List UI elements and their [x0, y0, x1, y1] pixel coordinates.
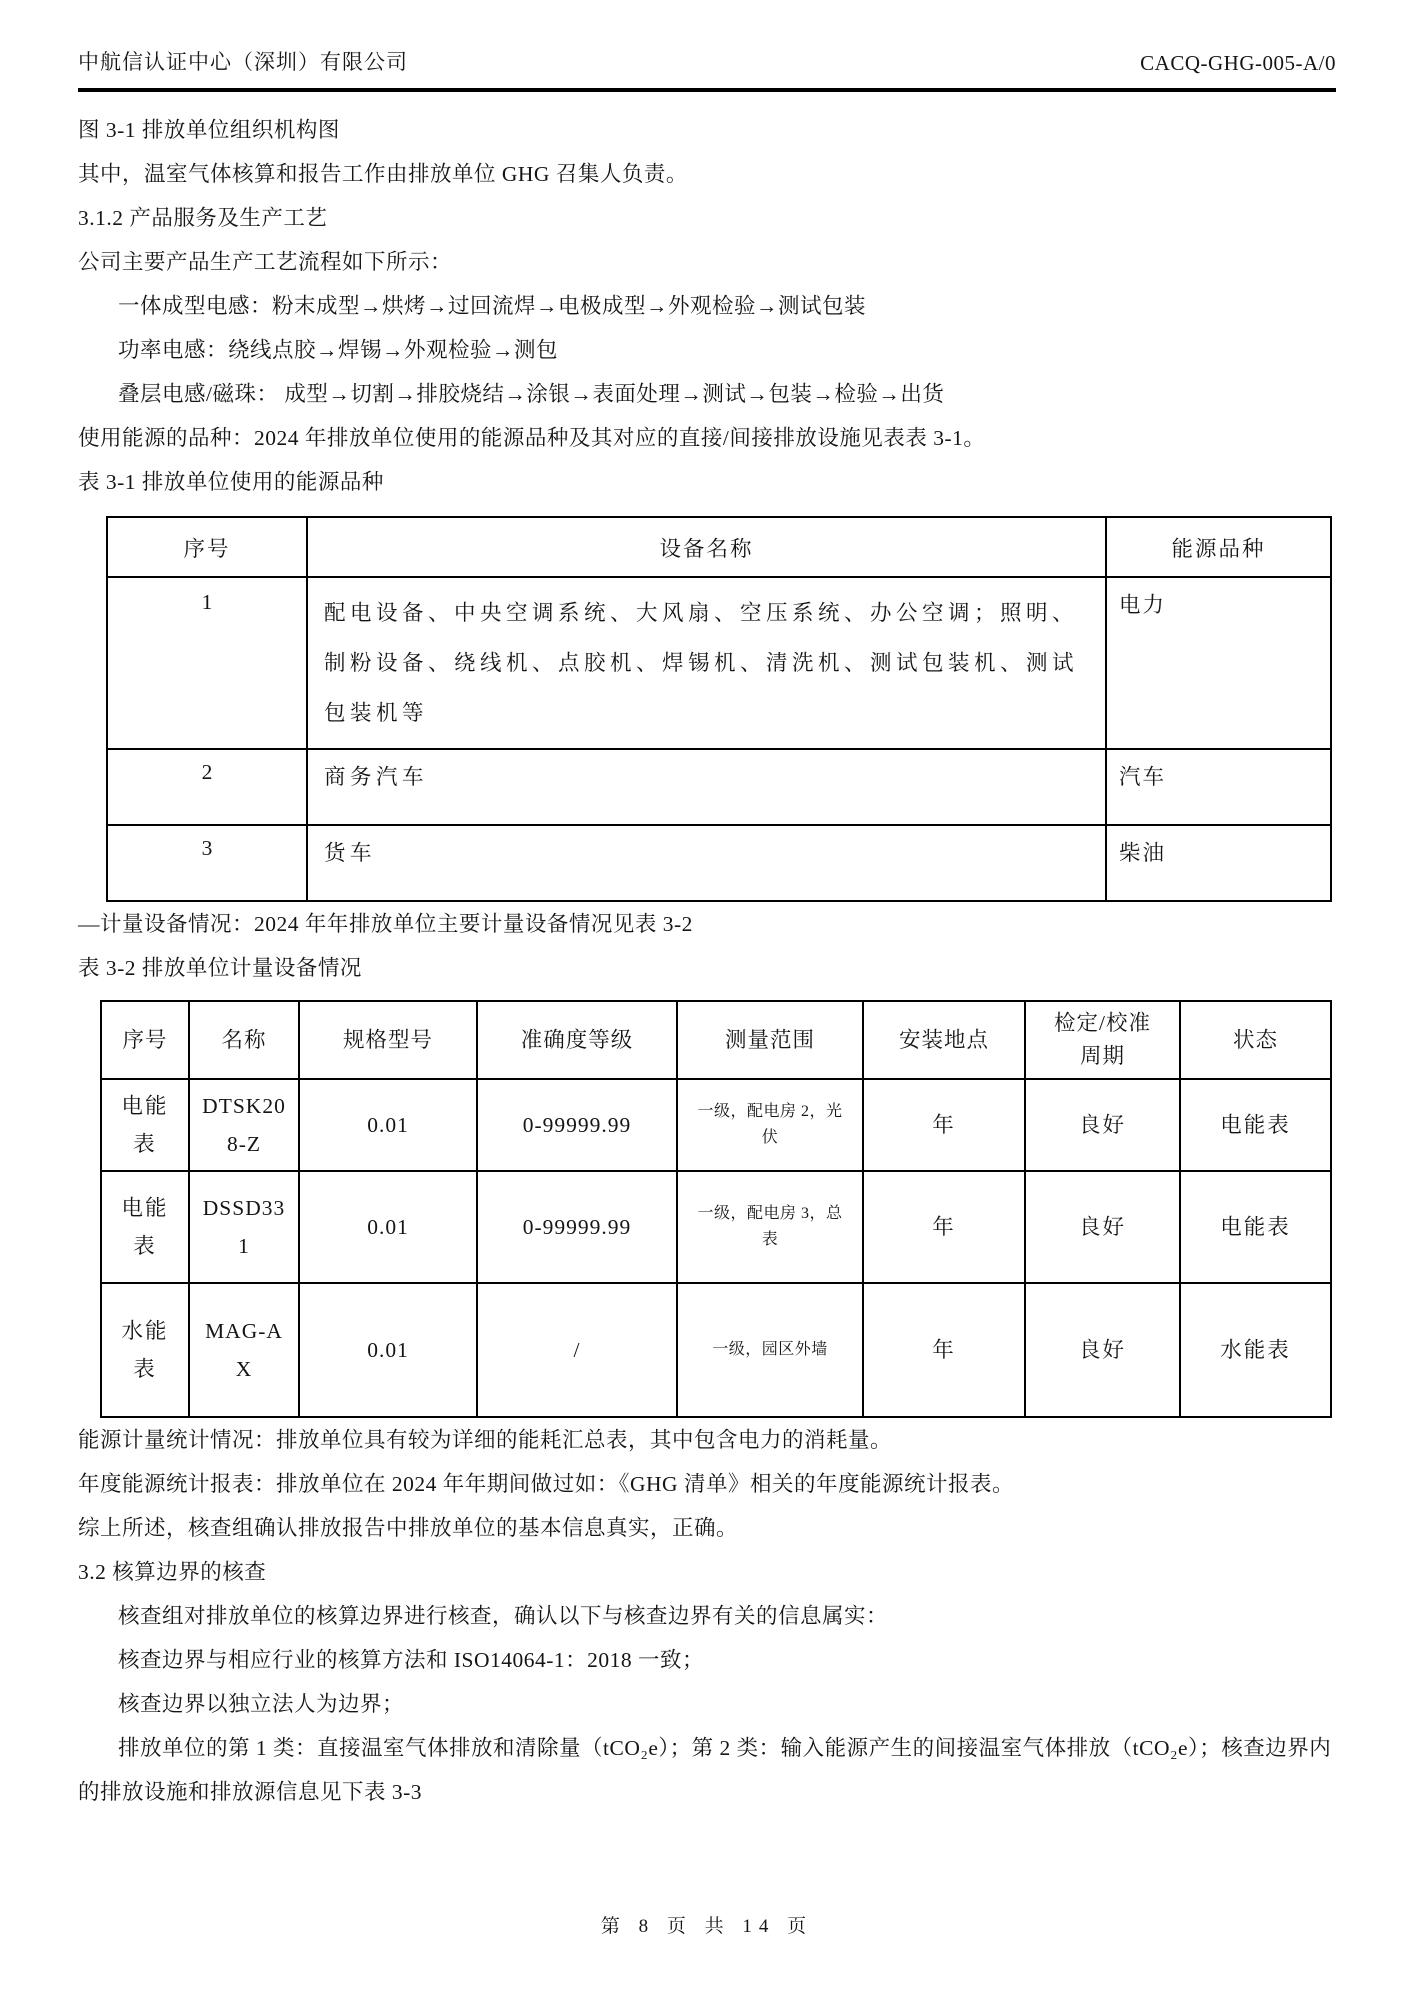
table-header-cell: 规格型号 — [299, 1001, 477, 1079]
table-cell: 水能表 — [1180, 1283, 1331, 1417]
paragraph-boundary-iso: 核查边界与相应行业的核算方法和 ISO14064-1：2018 一致； — [118, 1648, 705, 1672]
table-3-2-caption: 表 3-2 排放单位计量设备情况 — [78, 956, 362, 980]
paragraph-process-flow-2: 功率电感：绕线点胶→焊锡→外观检验→测包 — [118, 338, 559, 362]
table-row — [107, 749, 1331, 825]
table-cell: 配电设备、中央空调系统、大风扇、空压系统、办公空调；照明、制粉设备、绕线机、点胶机、焊锡机、清洗机、测试包装机、测试包装机等 — [307, 577, 1106, 749]
paragraph-metering-devices: —计量设备情况：2024 年年排放单位主要计量设备情况见表 3-2 — [78, 912, 693, 936]
table-row — [101, 1283, 1331, 1417]
table-cell: 2 — [107, 749, 307, 825]
table-cell: 0.01 — [299, 1079, 477, 1171]
table-cell: DTSK208-Z — [189, 1079, 299, 1171]
doc-code: CACQ-GHG-005-A/0 — [1140, 51, 1336, 75]
table-cell: 水能表 — [101, 1283, 189, 1417]
table-cell: 电能表 — [101, 1171, 189, 1283]
table-cell: 年 — [863, 1283, 1025, 1417]
table-header-cell: 序号 — [101, 1001, 189, 1079]
table-header-cell: 状态 — [1180, 1001, 1331, 1079]
table-cell: 0-99999.99 — [477, 1079, 677, 1171]
table-cell: 良好 — [1025, 1079, 1180, 1171]
paragraph-process-flow-1: 一体成型电感：粉末成型→烘烤→过回流焊→电极成型→外观检验→测试包装 — [118, 294, 867, 318]
table-header-cell: 安装地点 — [863, 1001, 1025, 1079]
table-header-cell: 名称 — [189, 1001, 299, 1079]
table-cell: 一级，配电房 2，光伏 — [677, 1079, 863, 1171]
table-cell: 0.01 — [299, 1171, 477, 1283]
table-header-cell: 准确度等级 — [477, 1001, 677, 1079]
table-row — [107, 577, 1331, 749]
table-header-cell: 序号 — [107, 517, 307, 577]
table-cell: MAG-AX — [189, 1283, 299, 1417]
table-cell: 商务汽车 — [307, 749, 1106, 825]
table-header-cell: 设备名称 — [307, 517, 1106, 577]
table-cell: 电能表 — [101, 1079, 189, 1171]
energy-types-table — [106, 516, 1332, 902]
section-heading-3-2: 3.2 核算边界的核查 — [78, 1560, 267, 1584]
table-cell: 3 — [107, 825, 307, 901]
table-cell: 一级，配电房 3，总表 — [677, 1171, 863, 1283]
table-header-row — [107, 517, 1331, 577]
paragraph-boundary-legal: 核查边界以独立法人为边界； — [118, 1692, 405, 1716]
paragraph-energy-types: 使用能源的品种：2024 年排放单位使用的能源品种及其对应的直接/间接排放设施见表表 3-1。 — [78, 426, 986, 450]
metering-devices-table — [100, 1000, 1332, 1418]
table-header-cell: 测量范围 — [677, 1001, 863, 1079]
paragraph-boundary-check: 核查组对排放单位的核算边界进行核查，确认以下与核查边界有关的信息属实： — [118, 1604, 889, 1628]
paragraph-ghg-responsibility: 其中，温室气体核算和报告工作由排放单位 GHG 召集人负责。 — [78, 162, 688, 186]
table-header-cell: 检定/校准周期 — [1025, 1001, 1180, 1079]
table-cell: / — [477, 1283, 677, 1417]
table-cell: 1 — [107, 577, 307, 749]
paragraph-annual-report: 年度能源统计报表：排放单位在 2024 年年期间做过如：《GHG 清单》相关的年度能源统计报表。 — [78, 1472, 1014, 1496]
table-row — [101, 1079, 1331, 1171]
table-cell: DSSD331 — [189, 1171, 299, 1283]
section-heading-3-1-2: 3.1.2 产品服务及生产工艺 — [78, 206, 328, 230]
table-cell: 货车 — [307, 825, 1106, 901]
table-cell: 电能表 — [1180, 1079, 1331, 1171]
paragraph-boundary-categories: 排放单位的第 1 类：直接温室气体排放和清除量（tCO₂e）；第 2 类：输入能源产生的间接温室气体排放（tCO₂e）；核查边界内的排放设施和排放源信息见下表 3-3 — [78, 1736, 1332, 1804]
paragraph-process-intro: 公司主要产品生产工艺流程如下所示： — [78, 250, 453, 274]
document-header — [78, 46, 1336, 92]
paragraph-process-flow-3: 叠层电感/磁珠： 成型→切割→排胶烧结→涂银→表面处理→测试→包装→检验→出货 — [118, 382, 945, 406]
table-row — [101, 1171, 1331, 1283]
table-cell: 柴油 — [1106, 825, 1331, 901]
table-cell: 0-99999.99 — [477, 1171, 677, 1283]
paragraph-energy-stat: 能源计量统计情况：排放单位具有较为详细的能耗汇总表，其中包含电力的消耗量。 — [78, 1428, 893, 1452]
page-number: 第 8 页 共 14 页 — [600, 1916, 814, 1937]
table-cell: 年 — [863, 1079, 1025, 1171]
paragraph-conclusion: 综上所述，核查组确认排放报告中排放单位的基本信息真实，正确。 — [78, 1516, 739, 1540]
table-3-1-caption: 表 3-1 排放单位使用的能源品种 — [78, 470, 384, 494]
figure-caption: 图 3-1 排放单位组织机构图 — [78, 118, 340, 142]
table-cell: 良好 — [1025, 1171, 1180, 1283]
table-cell: 电力 — [1106, 577, 1331, 749]
table-row — [107, 825, 1331, 901]
table-cell: 年 — [863, 1171, 1025, 1283]
table-cell: 一级，园区外墙 — [677, 1283, 863, 1417]
table-header-cell: 能源品种 — [1106, 517, 1331, 577]
table-cell: 汽车 — [1106, 749, 1331, 825]
table-header-row — [101, 1001, 1331, 1079]
table-cell: 电能表 — [1180, 1171, 1331, 1283]
table-cell: 良好 — [1025, 1283, 1180, 1417]
table-cell: 0.01 — [299, 1283, 477, 1417]
company-name: 中航信认证中心（深圳）有限公司 — [78, 50, 408, 74]
